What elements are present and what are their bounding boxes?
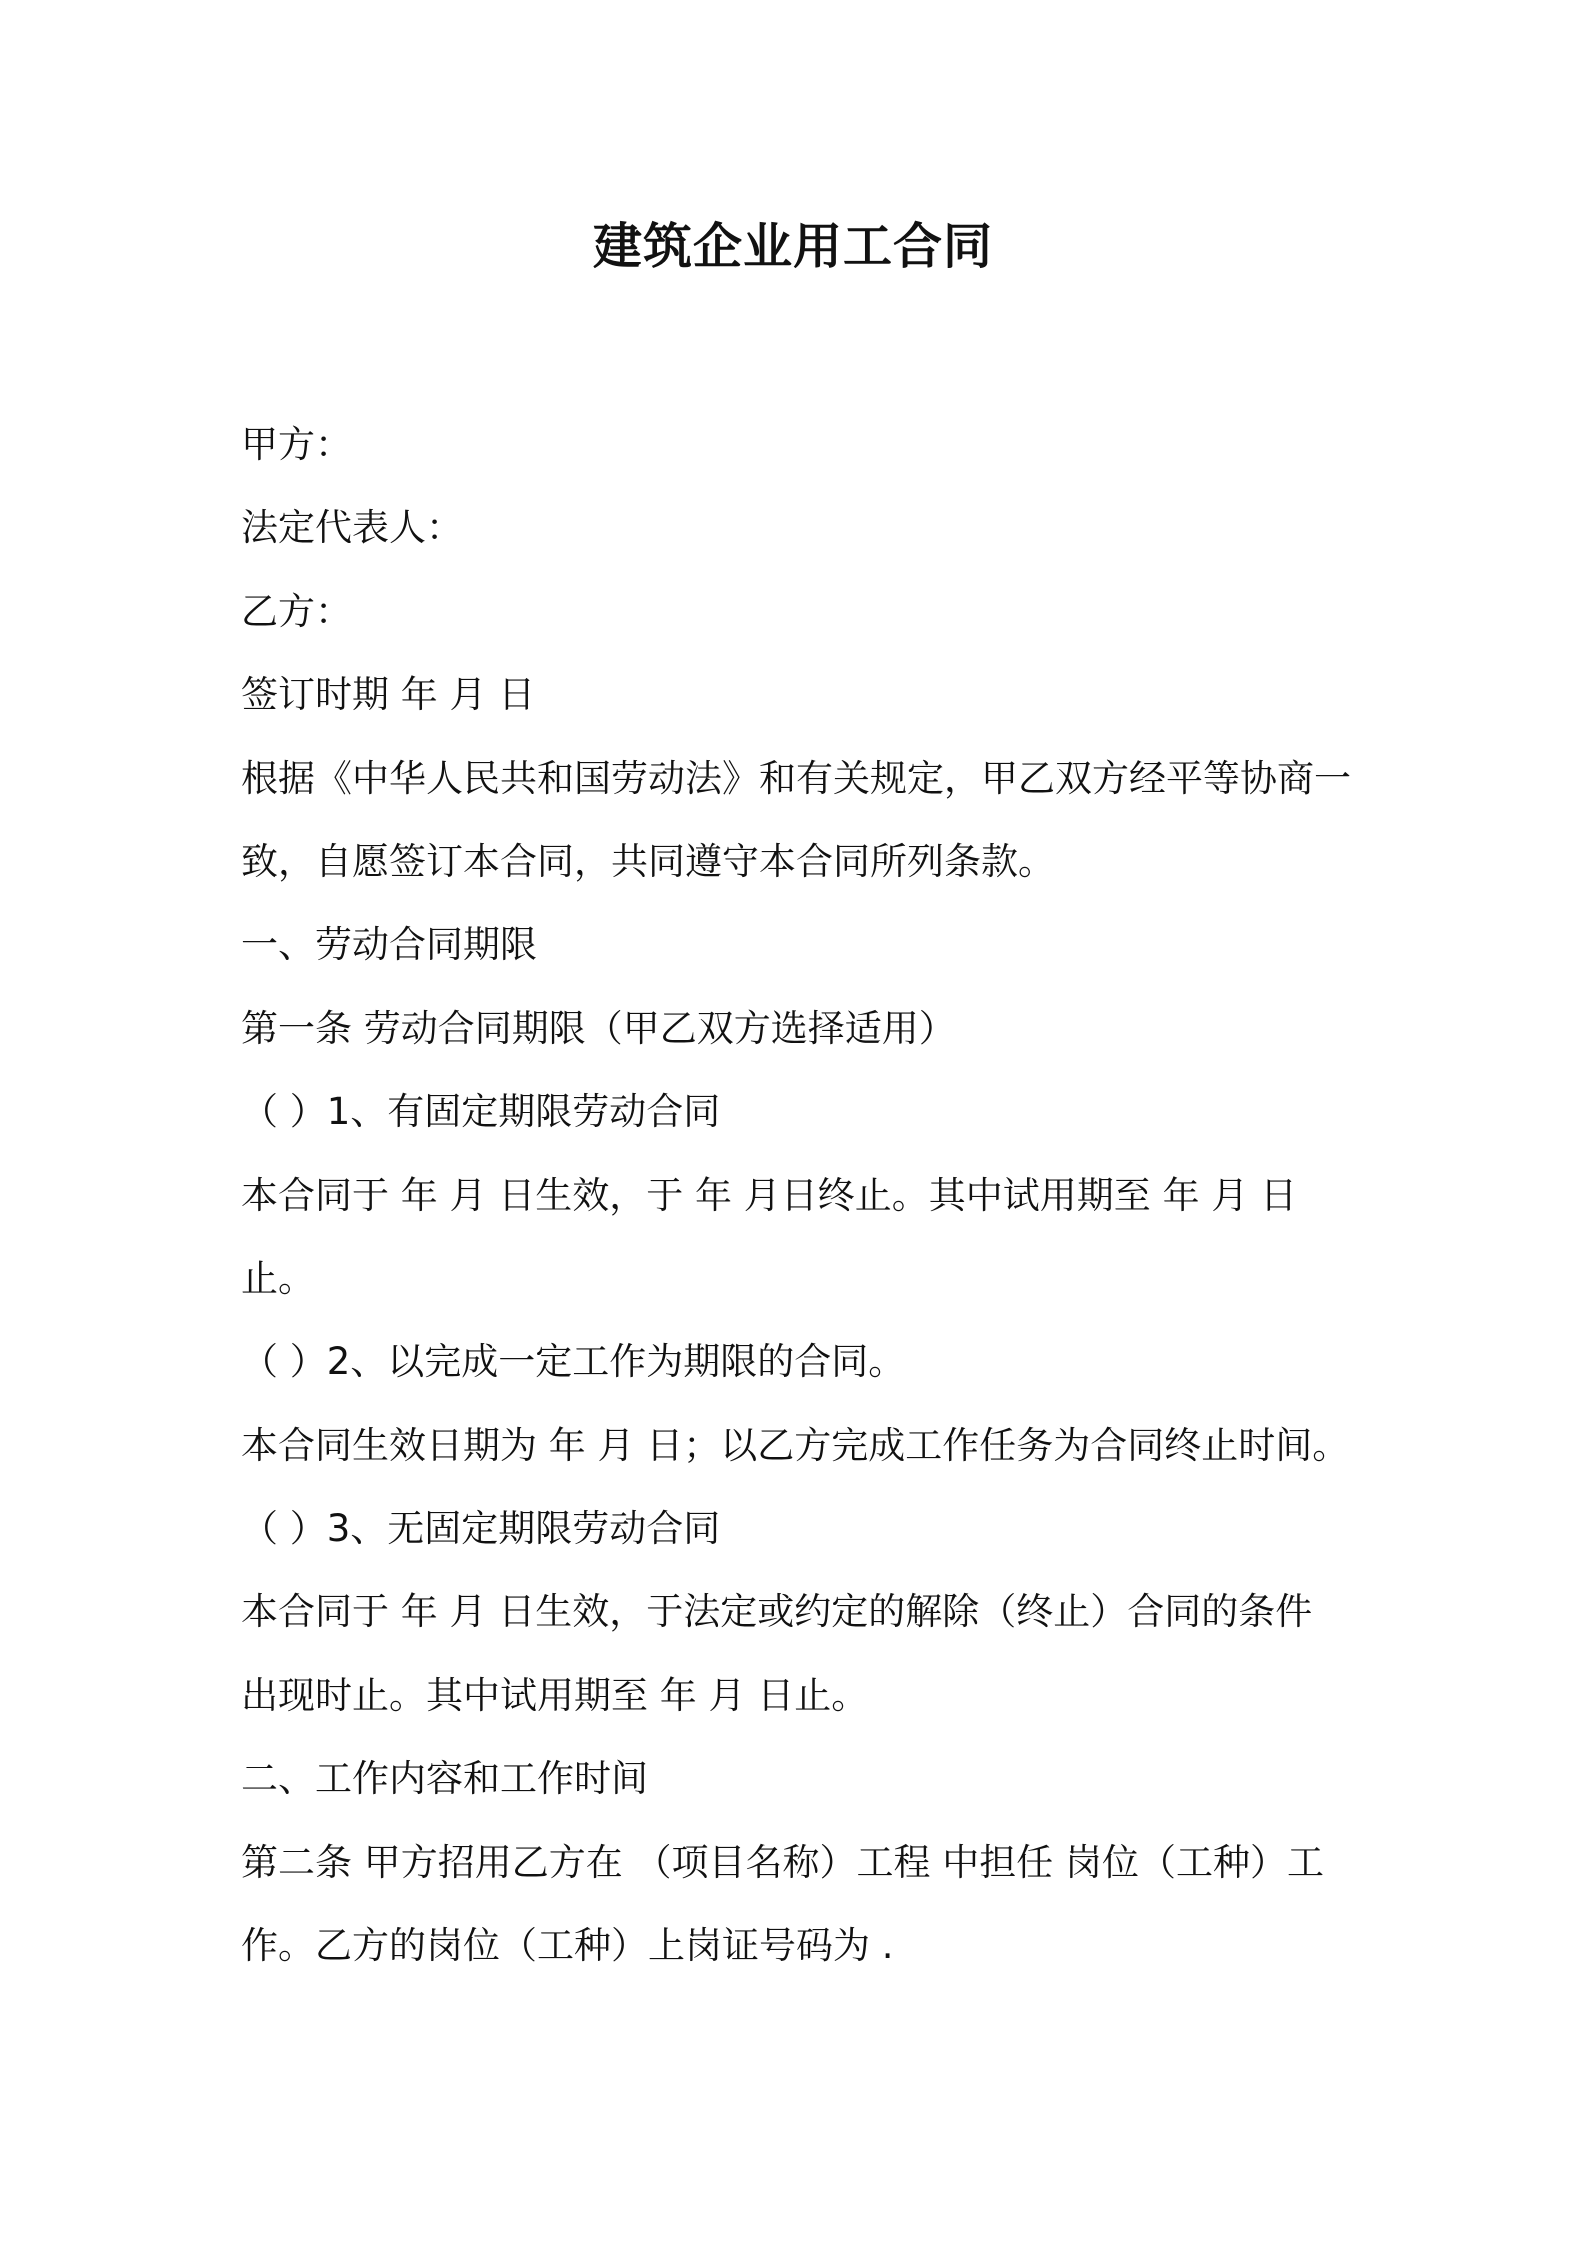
document-title: 建筑企业用工合同 — [592, 218, 993, 275]
option-3-text-line-2: 出现时止。其中试用期至 年 月 日止。 — [241, 1673, 869, 1717]
option-1-heading: （ ）1、有固定期限劳动合同 — [241, 1090, 721, 1134]
option-1-text-line-2: 止。 — [241, 1256, 315, 1300]
preamble-line-1: 根据《中华人民共和国劳动法》和有关规定，甲乙双方经平等协商一 — [241, 756, 1351, 800]
option-2-heading: （ ）2、以完成一定工作为期限的合同。 — [241, 1340, 906, 1384]
preamble-line-2: 致，自愿签订本合同，共同遵守本合同所列条款。 — [241, 839, 1055, 883]
article-2-text-line-1: 第二条 甲方招用乙方在 （项目名称）工程 中担任 岗位（工种）工 — [241, 1840, 1325, 1884]
section-heading-2: 二、工作内容和工作时间 — [241, 1757, 648, 1801]
option-1-text-line-1: 本合同于 年 月 日生效，于 年 月日终止。其中试用期至 年 月 日 — [241, 1173, 1298, 1217]
signing-date-line: 签订时期 年 月 日 — [241, 673, 536, 717]
option-2-text: 本合同生效日期为 年 月 日；以乙方完成工作任务为合同终止时间。 — [241, 1423, 1350, 1467]
party-b-line: 乙方： — [241, 589, 352, 633]
party-a-line: 甲方： — [241, 423, 352, 466]
article-2-text-line-2: 作。乙方的岗位（工种）上岗证号码为 . — [241, 1924, 894, 1968]
section-heading-1: 一、劳动合同期限 — [241, 923, 537, 967]
option-3-text-line-1: 本合同于 年 月 日生效，于法定或约定的解除（终止）合同的条件 — [241, 1590, 1313, 1634]
article-1-heading: 第一条 劳动合同期限（甲乙双方选择适用） — [241, 1006, 956, 1050]
document-body — [241, 403, 1371, 1987]
option-3-heading: （ ）3、无固定期限劳动合同 — [241, 1507, 721, 1551]
legal-representative-line: 法定代表人： — [241, 506, 463, 550]
